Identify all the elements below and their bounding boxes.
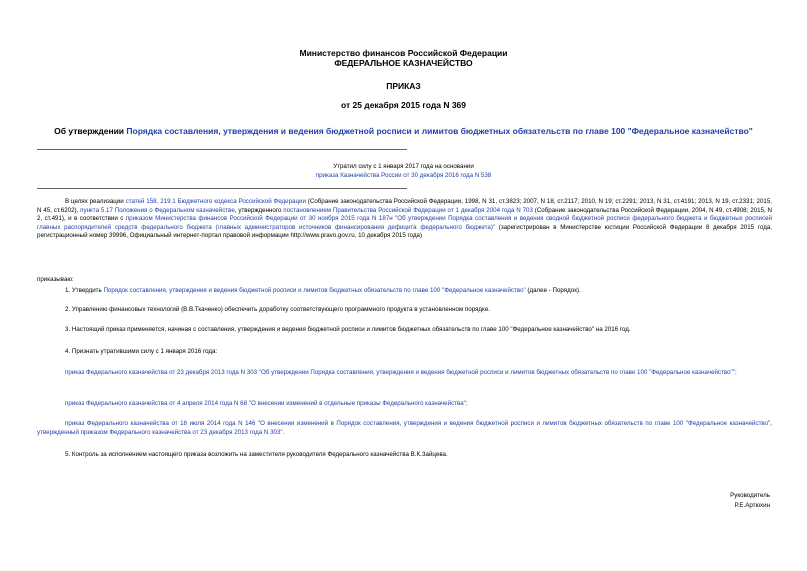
doc-date-number: от 25 декабря 2015 года N 369 bbox=[340, 100, 467, 110]
preamble-link-budget-code[interactable]: статей 158, 219.1 Бюджетного кодекса Российской Федерации bbox=[125, 198, 306, 205]
status-line: Утратил силу с 1 января 2017 года на основании bbox=[333, 163, 474, 170]
repealed-order-1[interactable] bbox=[37, 369, 772, 378]
signature-block bbox=[730, 491, 770, 510]
repealed-order-2[interactable] bbox=[65, 400, 772, 409]
preamble-text-1: В целях реализации bbox=[65, 198, 126, 205]
item-1-text-b: (далее - Порядок). bbox=[525, 287, 581, 294]
item-2: 2. Управлению финансовых технологий (В.В.Ткаченко) обеспечить доработку соответствующего программного продукта в установленном порядке. bbox=[65, 306, 490, 313]
repealed-order-3-link-b[interactable]: , утвержденный приказом Федерального казначейства от 23 декабря 2013 года N 303". bbox=[37, 420, 772, 436]
signature-name: Р.Е.Артюхин bbox=[734, 501, 770, 509]
divider-top bbox=[37, 149, 407, 150]
signature-position: Руководитель bbox=[730, 492, 770, 499]
item-4: 4. Признать утратившими силу с 1 января 2016 года: bbox=[65, 348, 218, 355]
status-link[interactable]: приказа Казначейства России от 30 декабря 2016 года N 538 bbox=[315, 171, 492, 179]
repealed-order-3[interactable] bbox=[37, 420, 772, 437]
ministry-heading: Министерство финансов Российской Федерации bbox=[299, 48, 508, 58]
repealed-order-3-link-a[interactable]: приказ Федерального казначейства от 18 июля 2014 года N 146 "О внесении изменений в Порядок составления, утверждения и ведения бюджетной росписи и лимитов бюджетных обязательств по главе 100 "Федеральное казначейство" bbox=[65, 420, 771, 427]
status-note bbox=[0, 163, 807, 180]
item-5: 5. Контроль за исполнением настоящего приказа возложить на заместителя руководителя Федерального казначейства В.К.Зайцева. bbox=[65, 451, 448, 458]
preamble-text-5: (зарегистрирован в Министерстве юстиции Российской Федерации 8 декабря 2015 года, регистрационный номер 39996, Официальный интернет-портал правовой информации http://www.pravo.gov.ru, 10 декабря 2015 года) bbox=[37, 223, 772, 240]
title-link[interactable]: Порядка составления, утверждения и ведения бюджетной росписи и лимитов бюджетных обязательств по главе 100 "Федеральное казначейство" bbox=[126, 126, 753, 136]
doc-type: ПРИКАЗ bbox=[386, 81, 421, 91]
preamble-text-3: , утвержденного bbox=[234, 206, 284, 214]
repealed-order-2-link[interactable]: приказ Федерального казначейства от 4 апреля 2014 года N 68 "О внесении изменений в отдельные приказы Федерального казначейства"; bbox=[65, 400, 468, 407]
preamble-link-resolution[interactable]: постановлением Правительства Российской Федерации от 1 декабря 2004 года N 703 bbox=[283, 206, 533, 214]
preamble-link-minfin-order[interactable]: приказом Министерства финансов Российской Федерации от 30 ноября 2015 года N 187н "Об утверждении Порядка составления и ведения сводной бюджетной росписи федерального бюджета и бюджетных росписей главных распорядителей средств федерального бюджета (главных администраторов источников финансирования дефицита федерального бюджета)" bbox=[37, 215, 772, 231]
preamble-link-regulation[interactable]: пункта 5.17 Положения о Федеральном казначействе bbox=[80, 206, 235, 214]
preamble-text-2: (Собрание законодательства Российской Федерации, 1998, N 31, ст.3823; 2007, N 18, ст.2117; 2010, N 19; ст.2291; 2013, N 31, ст.4191; 2013, N 19, ст.2331; 2015, N 45, ст.6202), bbox=[37, 198, 772, 214]
item-1-text-a: 1. Утвердить bbox=[65, 287, 104, 294]
treasury-heading: ФЕДЕРАЛЬНОЕ КАЗНАЧЕЙСТВО bbox=[334, 58, 473, 68]
preamble bbox=[37, 198, 772, 241]
repealed-order-1-link[interactable]: приказ Федерального казначейства от 23 декабря 2013 года N 303 "Об утверждении Порядка составления, утверждения и ведения бюджетной росписи и лимитов бюджетных обязательств по главе 100 "Федеральное казначейство""; bbox=[65, 369, 737, 376]
item-3: 3. Настоящий приказ применяется, начиная с составления, утверждения и ведения бюджетной росписи и лимитов бюджетных обязательств по главе 100 "Федеральное казначейство" на 2016 год. bbox=[65, 326, 631, 333]
item-1-link[interactable]: Порядок составления, утверждения и ведения бюджетной росписи и лимитов бюджетных обязательств по главе 100 "Федеральное казначейство" bbox=[103, 287, 526, 294]
preamble-text-4: (Собрание законодательства Российской Федерации, 2004, N 49, ст.4908; 2015, N 2, ст.491), и в соответствии с bbox=[37, 206, 773, 223]
item-1 bbox=[65, 287, 772, 296]
document-title bbox=[0, 126, 807, 136]
divider-bottom bbox=[37, 188, 407, 189]
title-prefix: Об утверждении bbox=[54, 126, 127, 136]
order-word: приказываю: bbox=[37, 276, 74, 283]
